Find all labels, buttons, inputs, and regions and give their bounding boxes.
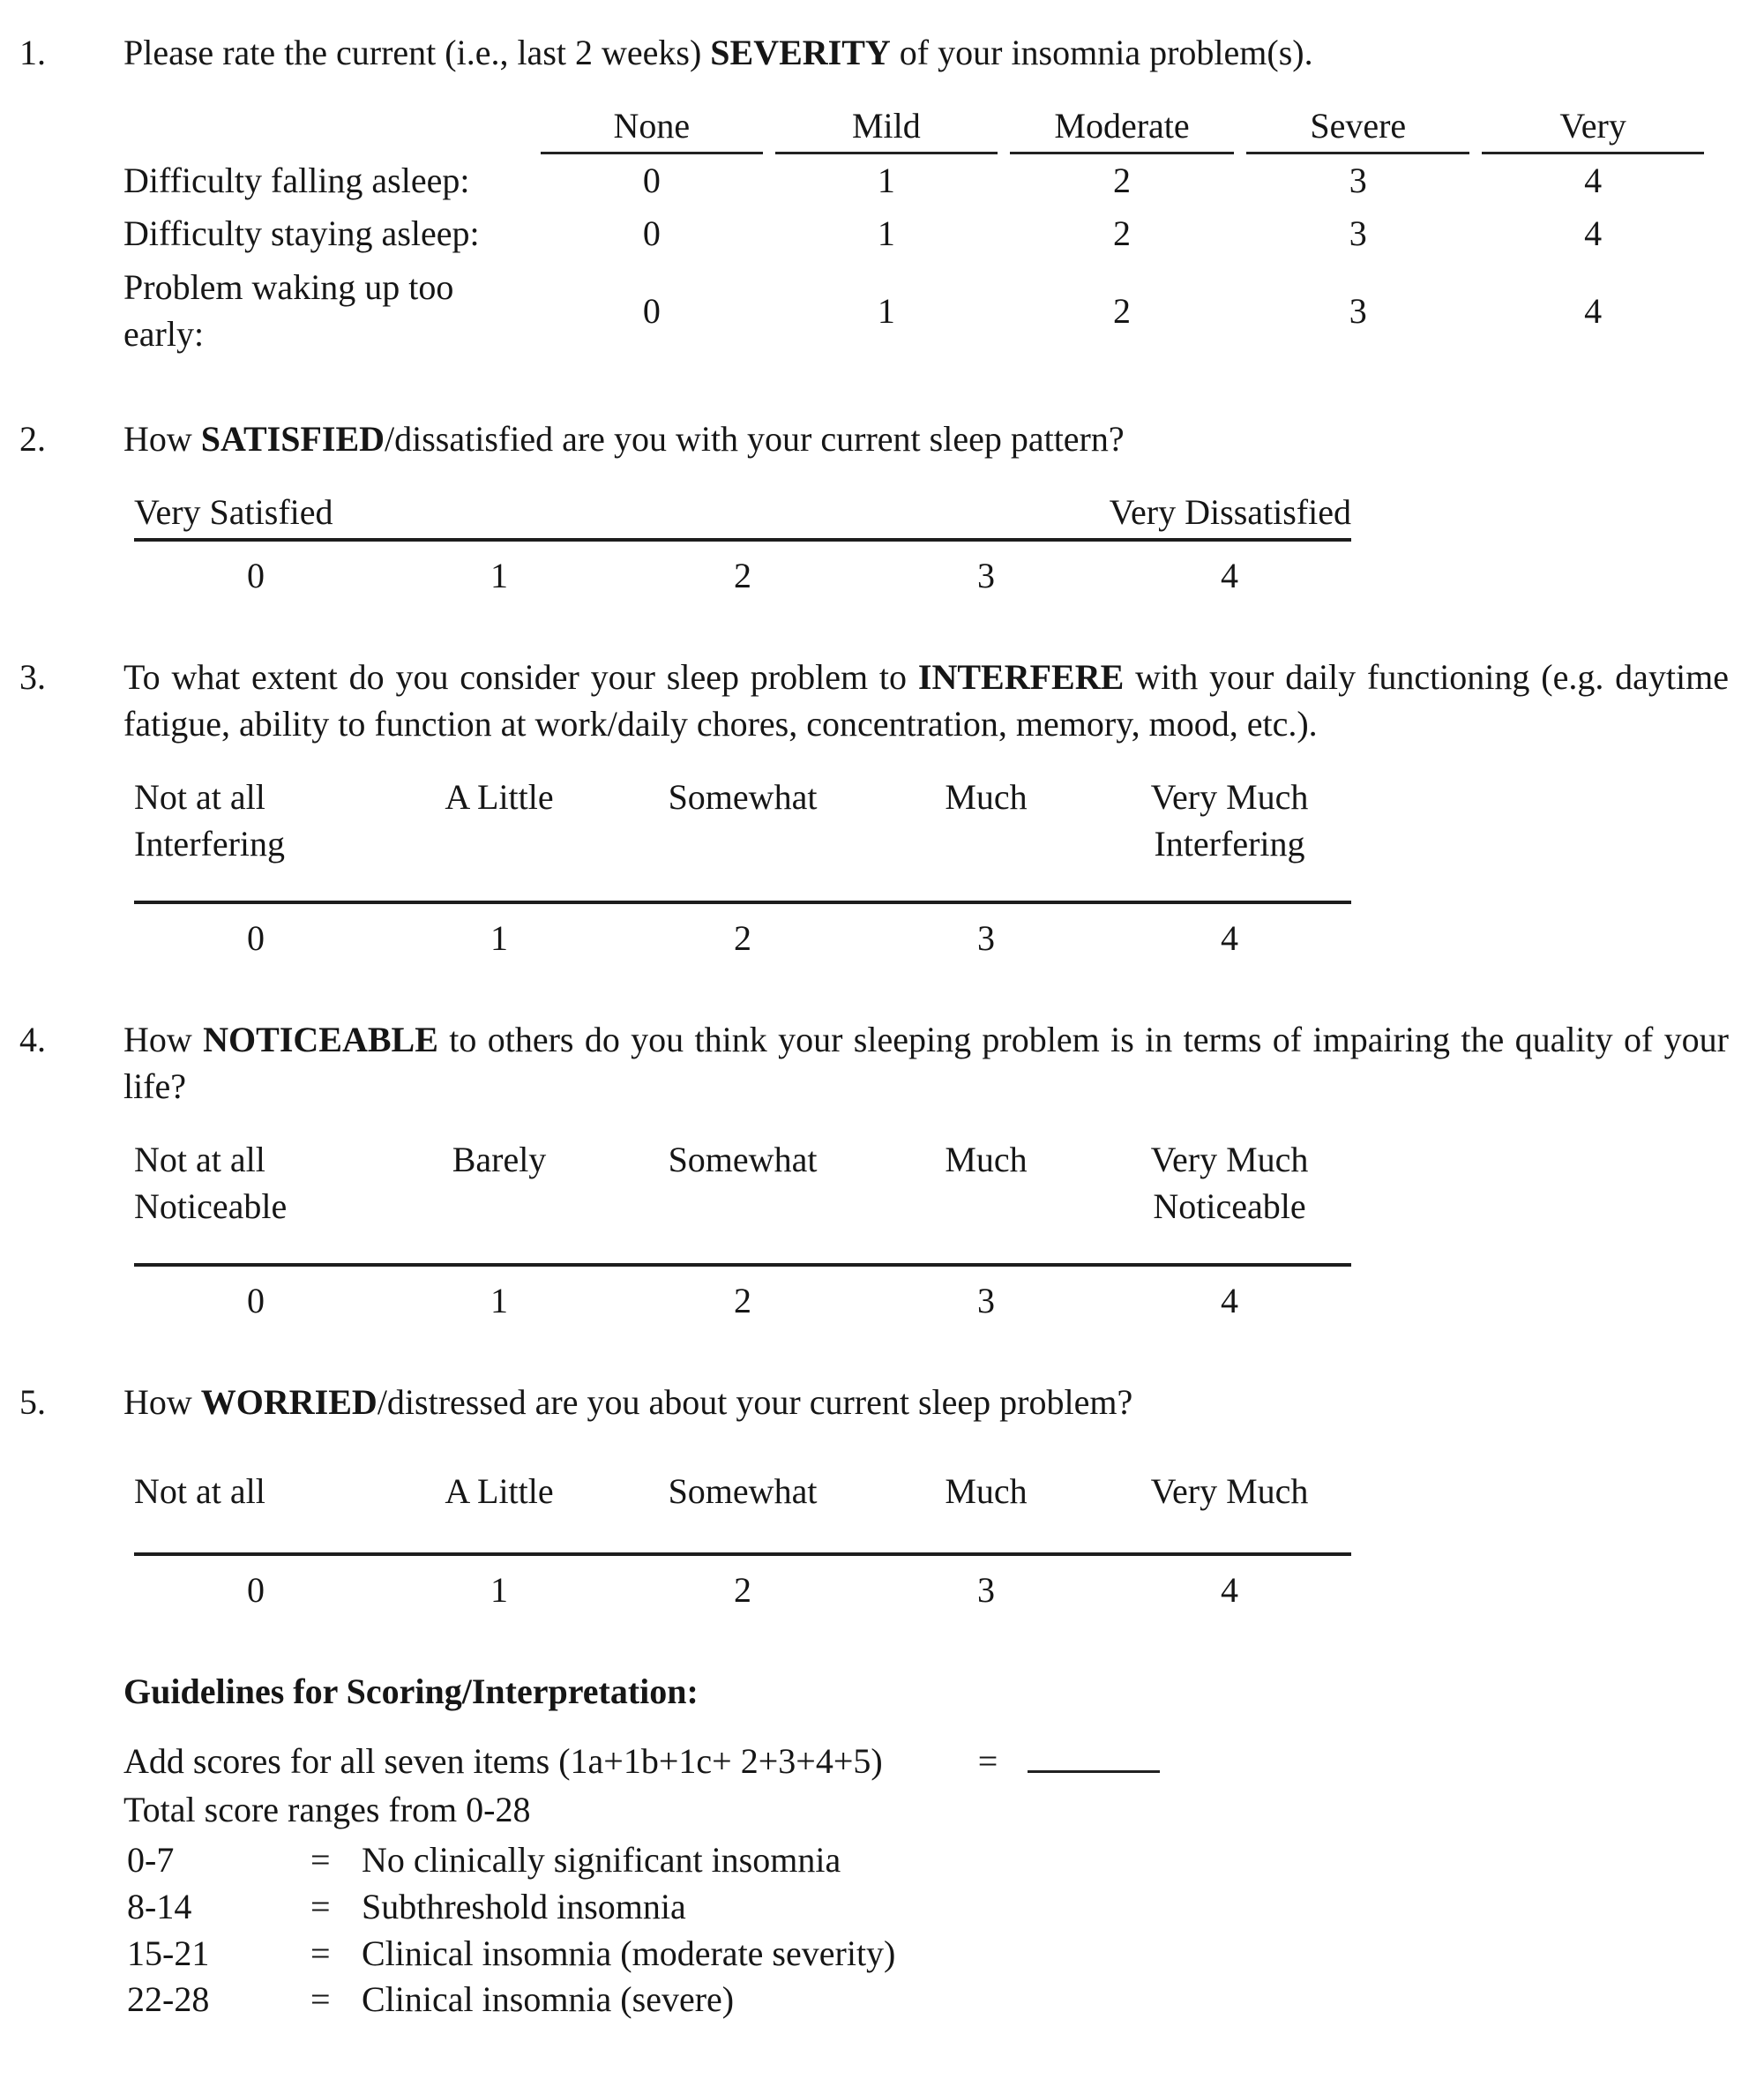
prompt-text: to others do you think your sleeping problem is in terms of impairing the quality of your life?	[123, 1020, 1730, 1106]
equals-sign: =	[310, 1979, 331, 2020]
prompt-text: of your insomnia problem(s).	[890, 33, 1313, 72]
question-2-body	[123, 416, 1729, 600]
rating-option[interactable]: 0	[247, 556, 265, 596]
interpretation-row	[123, 1884, 1729, 1931]
question-4	[19, 1017, 1729, 1325]
interpretation-text: Clinical insomnia (severe)	[362, 1979, 735, 2020]
interpretation-row	[123, 1977, 1729, 2023]
question-3	[19, 654, 1729, 962]
rating-option[interactable]: 1	[877, 213, 895, 254]
scale-anchor: Much	[945, 1139, 1028, 1179]
question-5-prompt	[123, 1380, 1729, 1426]
equals-sign: =	[977, 1741, 998, 1782]
prompt-text: /distressed are you about your current sleep problem?	[377, 1382, 1133, 1423]
question-4-prompt	[123, 1017, 1729, 1111]
rating-option[interactable]: 4	[1584, 290, 1603, 331]
scale-anchor: Somewhat	[668, 1139, 818, 1179]
column-header-mild: Mild	[775, 103, 998, 154]
question-3-body	[123, 654, 1729, 962]
rating-option[interactable]: 0	[247, 1569, 265, 1610]
rating-option[interactable]: 0	[642, 290, 661, 331]
q5-scale-numbers	[134, 1556, 1351, 1614]
rating-option[interactable]: 2	[1113, 160, 1132, 200]
rating-option[interactable]: 2	[1113, 290, 1132, 331]
column-header-moderate: Moderate	[1010, 103, 1235, 154]
q5-scale-labels	[134, 1469, 1351, 1515]
scale-anchor: Not at all Noticeable	[134, 1139, 288, 1226]
prompt-text: Please rate the current (i.e., last 2 weeks)	[123, 33, 711, 72]
prompt-keyword: NOTICEABLE	[203, 1020, 438, 1060]
rating-option[interactable]: 3	[1349, 160, 1367, 200]
scale-anchor: A Little	[445, 776, 554, 817]
question-3-prompt	[123, 654, 1729, 748]
prompt-keyword: SATISFIED	[200, 418, 385, 459]
q4-scale-labels	[134, 1137, 1351, 1230]
rating-option[interactable]: 2	[1113, 213, 1132, 254]
question-2-prompt	[123, 416, 1729, 463]
scale-anchor: Very Much Interfering	[1150, 776, 1309, 864]
q3-scale	[134, 774, 1351, 962]
total-score-blank[interactable]	[1028, 1738, 1160, 1773]
rating-option[interactable]: 4	[1221, 918, 1238, 959]
rating-option[interactable]: 2	[734, 1281, 751, 1321]
question-2-number: 2.	[19, 418, 46, 459]
score-sum-text: Add scores for all seven items (1a+1b+1c+ 2+3+4+5)	[123, 1741, 883, 1782]
guidelines-section	[123, 1669, 1729, 2024]
guidelines-title: Guidelines for Scoring/Interpretation:	[123, 1671, 699, 1711]
table-row-staying-asleep	[123, 207, 1704, 261]
rating-option[interactable]: 4	[1584, 160, 1603, 200]
score-range: 0-7	[127, 1839, 175, 1880]
question-5	[19, 1380, 1729, 1613]
scale-label: Much	[945, 1470, 1028, 1511]
prompt-text: How	[123, 1020, 204, 1060]
rating-option[interactable]: 4	[1584, 213, 1603, 254]
rating-option[interactable]: 3	[1349, 290, 1367, 331]
rating-option[interactable]: 4	[1221, 556, 1238, 596]
scale-label: Very Much	[1150, 1470, 1309, 1511]
row-label: Problem waking up too early:	[123, 267, 454, 354]
prompt-keyword: SEVERITY	[710, 33, 891, 72]
header-spacer	[123, 103, 528, 154]
question-1	[19, 30, 1729, 362]
interpretation-text: Subthreshold insomnia	[362, 1886, 686, 1926]
scale-anchor: Not at all Interfering	[134, 776, 286, 864]
rating-option[interactable]: 1	[490, 1281, 508, 1321]
rating-option[interactable]: 1	[490, 1569, 508, 1610]
question-5-body	[123, 1380, 1729, 1613]
prompt-keyword: INTERFERE	[917, 657, 1125, 698]
scale-label: Somewhat	[668, 1470, 818, 1511]
table-row-waking-early	[123, 261, 1704, 362]
score-sum-line	[123, 1738, 1729, 1785]
question-4-number: 4.	[19, 1020, 46, 1060]
rating-option[interactable]: 0	[247, 918, 265, 959]
rating-option[interactable]: 2	[734, 918, 751, 959]
rating-option[interactable]: 2	[734, 1569, 751, 1610]
rating-option[interactable]: 1	[877, 290, 895, 331]
question-1-body	[123, 30, 1729, 362]
rating-option[interactable]: 3	[977, 1569, 995, 1610]
interpretation-text: No clinically significant insomnia	[362, 1839, 841, 1880]
rating-option[interactable]: 1	[490, 918, 508, 959]
prompt-text: /dissatisfied are you with your current sleep pattern?	[385, 418, 1125, 459]
rating-option[interactable]: 4	[1221, 1569, 1238, 1610]
question-5-number: 5.	[19, 1382, 46, 1423]
scale-left-label: Very Satisfied	[134, 491, 333, 532]
rating-option[interactable]: 1	[490, 556, 508, 596]
question-3-number: 3.	[19, 657, 46, 698]
score-range-text: Total score ranges from 0-28	[123, 1790, 531, 1830]
equals-sign: =	[310, 1933, 331, 1973]
interpretation-row	[123, 1837, 1729, 1884]
question-1-number: 1.	[19, 33, 46, 72]
interpretation-row	[123, 1931, 1729, 1978]
question-4-body	[123, 1017, 1729, 1325]
scale-right-label: Very Dissatisfied	[1109, 491, 1351, 532]
table-row-falling-asleep	[123, 154, 1704, 208]
rating-option[interactable]: 2	[734, 556, 751, 596]
column-header-none: None	[541, 103, 763, 154]
scale-label: Not at all	[134, 1470, 265, 1511]
rating-option[interactable]: 3	[1349, 213, 1367, 254]
rating-option[interactable]: 1	[877, 160, 895, 200]
rating-option[interactable]: 3	[977, 918, 995, 959]
q2-scale	[134, 490, 1351, 601]
severity-table	[111, 103, 1716, 362]
q3-scale-numbers	[134, 904, 1351, 962]
rating-option[interactable]: 0	[247, 1281, 265, 1321]
prompt-text: To what extent do you consider your sleep problem to	[123, 657, 918, 698]
column-header-very: Very	[1482, 103, 1704, 154]
score-range: 15-21	[127, 1933, 210, 1973]
rating-option[interactable]: 3	[977, 1281, 995, 1321]
prompt-text: with your daily functioning (e.g. daytime fatigue, ability to function at work/daily chores, concentration, memory, mood, etc.).	[123, 657, 1730, 744]
question-2	[19, 416, 1729, 600]
row-label: Difficulty falling asleep:	[123, 160, 470, 200]
scale-anchor: Very Much Noticeable	[1150, 1139, 1309, 1226]
severity-header-row	[123, 103, 1704, 154]
column-header-severe: Severe	[1246, 103, 1469, 154]
prompt-text: How	[123, 418, 201, 459]
rating-option[interactable]: 0	[642, 213, 661, 254]
q4-scale-numbers	[134, 1267, 1351, 1325]
q2-scale-endpoints	[134, 490, 1351, 542]
scale-label: A Little	[445, 1470, 554, 1511]
rating-option[interactable]: 3	[977, 556, 995, 596]
q3-scale-labels	[134, 774, 1351, 868]
equals-sign: =	[310, 1886, 331, 1926]
score-range: 22-28	[127, 1979, 210, 2020]
prompt-keyword: WORRIED	[200, 1382, 377, 1423]
row-label: Difficulty staying asleep:	[123, 213, 480, 254]
scale-anchor: Much	[945, 776, 1028, 817]
q5-scale	[134, 1469, 1351, 1614]
score-range: 8-14	[127, 1886, 192, 1926]
rating-option[interactable]: 0	[642, 160, 661, 200]
question-1-prompt	[123, 30, 1729, 77]
interpretation-text: Clinical insomnia (moderate severity)	[362, 1933, 896, 1973]
prompt-text: How	[123, 1382, 201, 1423]
rating-option[interactable]: 4	[1221, 1281, 1238, 1321]
scale-anchor: Barely	[452, 1139, 547, 1179]
q2-scale-numbers	[134, 542, 1351, 600]
scale-anchor: Somewhat	[668, 776, 818, 817]
q4-scale	[134, 1137, 1351, 1325]
equals-sign: =	[310, 1839, 331, 1880]
